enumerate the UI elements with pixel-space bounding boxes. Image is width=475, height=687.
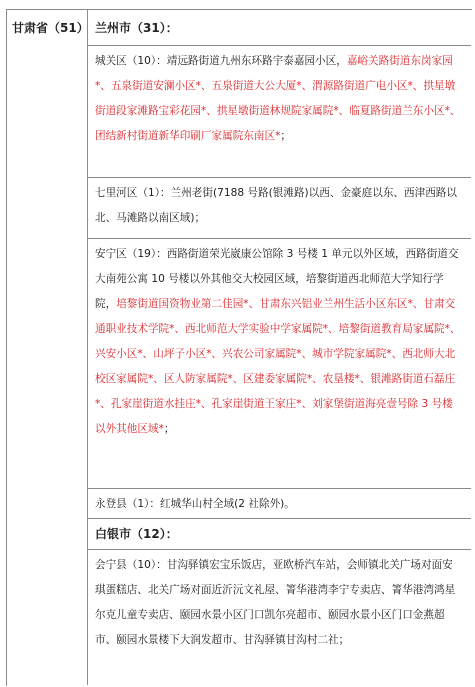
row-divider [87,549,471,550]
district-qilihe [95,181,463,231]
city-heading-lanzhou: 兰州市（31）： [95,21,178,35]
district-text-highlight: 嘉峪关路街道东岗家园*、五泉街道安澜小区*、五泉街道大公大厦*、渭源路街道广电小区*、拱星墩街道段家滩路宝彩花园*、拱星墩街道林规院家属院*、临夏路街道兰东小区*、团结新村街道新华印刷厂家属院东南区* [95,55,461,142]
district-text: ； [163,423,175,435]
province-cell: 甘肃省（51） [12,21,89,35]
district-text-highlight: 培黎街道国资物业第二佳园*、甘肃东兴铝业兰州生活小区东区*、甘肃交通职业技术学院*、西北师范大学实验中学家属院*、培黎街道教育局家属院*、兴安小区*、山坪子小区*、兴农公司家属院*、城市学院家属院*、西北师大北校区家属院*、区人防家属院*、区建委家属院*、农垦楼*、银滩路街道石磊庄*、孔家崖街道水挂庄*、孔家崖街道王家庄*、刘家堡街道海亮壹号除 3 号楼以外其他区域* [95,298,461,435]
row-divider [87,45,471,46]
district-text: ； [280,130,291,142]
district-text: 七里河区（1）：兰州老街(7188 号路(银滩路)以西、金豪庭以东、西津西路以北、马滩路以南区域)； [95,187,457,224]
row-divider [87,518,471,519]
district-text: 会宁县（10）：甘沟驿镇宏宝乐饭店，亚欧桥汽车站，会师镇北关广场对面安琪蛋糕店、北关广场对面近沂沅文礼屋、箐华港湾李宁专卖店、箐华港湾鸿星尔克儿童专卖店、颐园水景小区门口凯尔亮超市、颐园水景小区门口金燕超市、颐园水景楼下大润发超市、甘沟驿镇甘沟村二社； [95,559,456,646]
district-anning [95,242,463,442]
district-text: 城关区（10）：靖远路街道九州东环路宇泰嘉园小区， [95,55,347,67]
column-divider [87,9,88,685]
district-yongdeng [95,492,463,517]
row-divider [87,488,471,489]
row-divider [87,238,471,239]
district-text: 安宁区（19）：西路街道荣光崴康公馆除 3 号楼 1 单元以外区域，西路街道交大南苑公寓 10 号楼以外其他交大校园区域，培黎街道西北师范大学知行学院， [95,248,459,310]
district-huining [95,553,463,653]
row-divider [87,177,471,178]
district-text: 永登县（1）：红城华山村全域(2 社除外)。 [95,498,295,510]
city-heading-baiyin: 白银市（12）： [95,527,178,541]
district-chengguan [95,49,463,149]
